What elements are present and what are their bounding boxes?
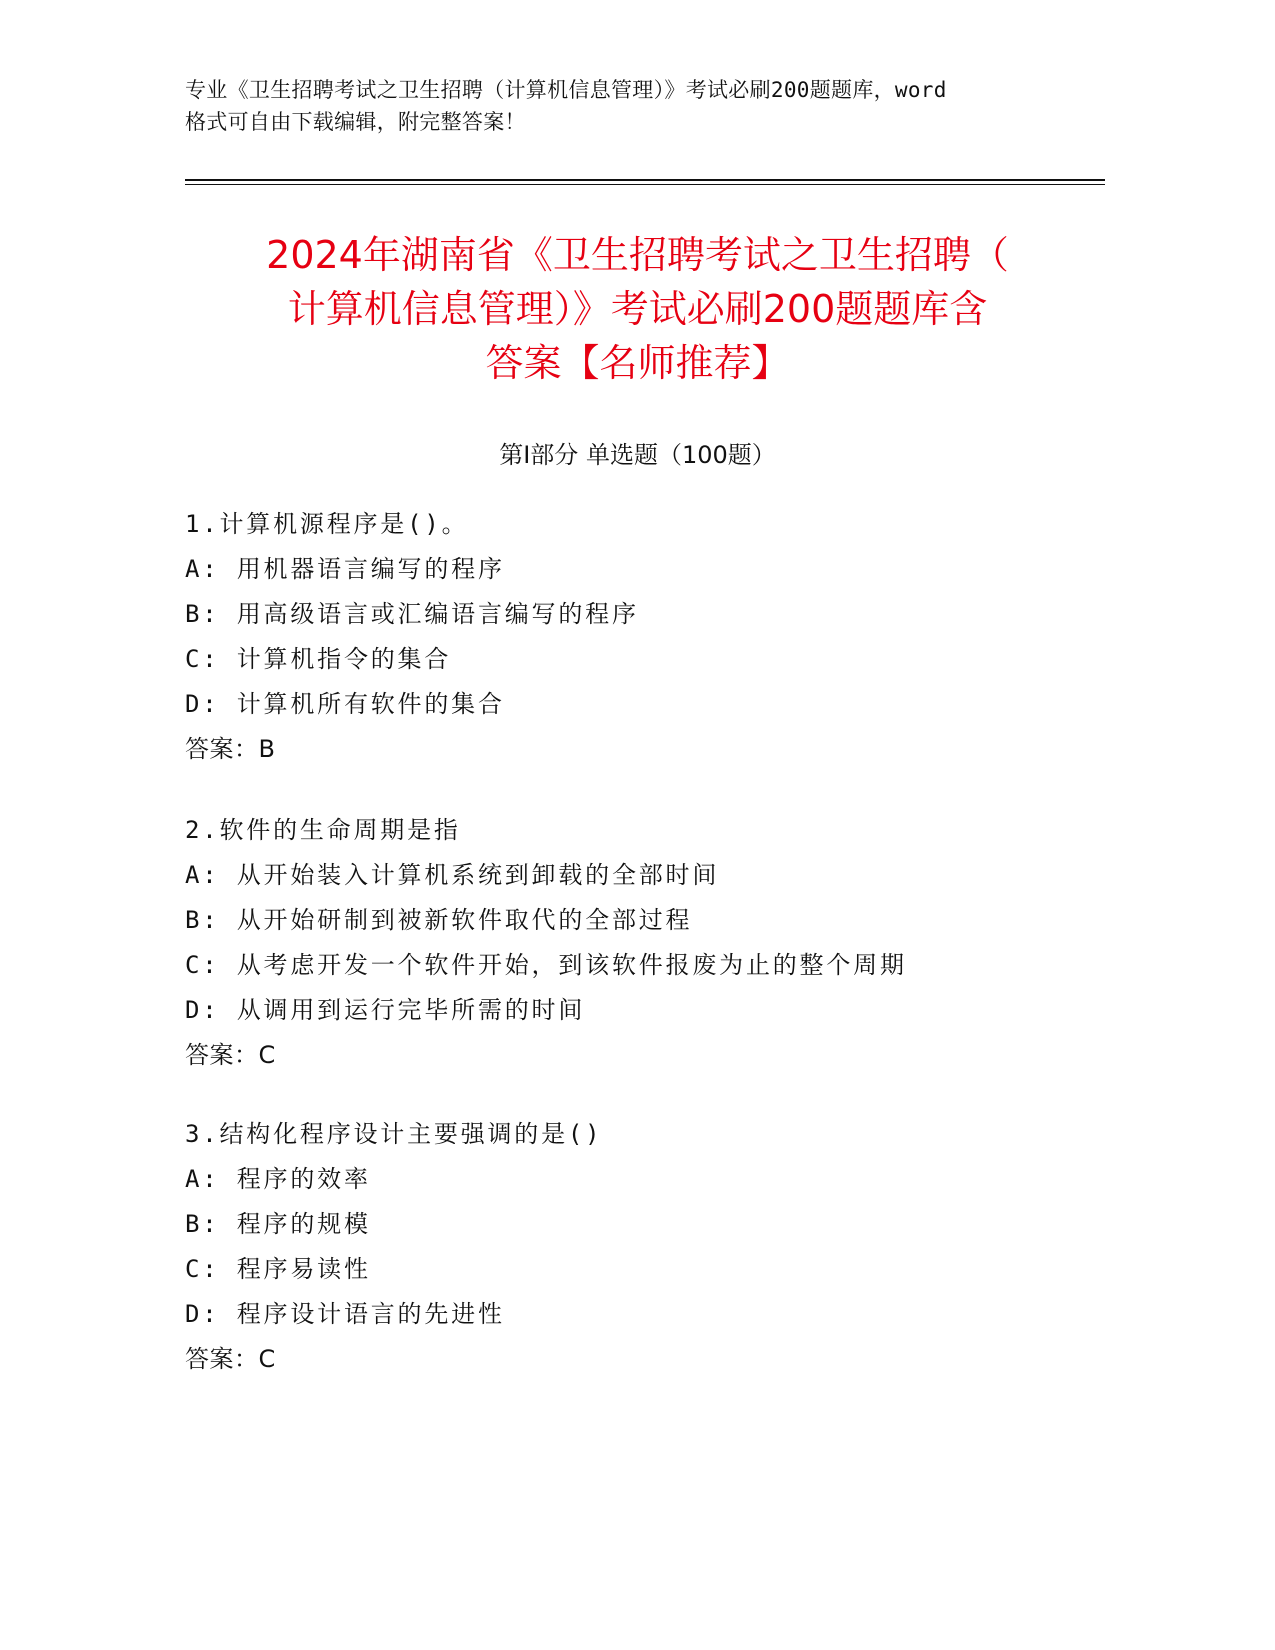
question-stem: 2.软件的生命周期是指 — [185, 816, 461, 844]
answer-line: 答案：B — [185, 735, 276, 763]
option-d: D: 计算机所有软件的集合 — [185, 690, 505, 718]
document-header — [185, 74, 1085, 138]
option-b: B: 用高级语言或汇编语言编写的程序 — [185, 600, 639, 628]
option-c: C: 程序易读性 — [185, 1255, 371, 1283]
header-line-2: 格式可自由下载编辑，附完整答案！ — [185, 110, 526, 134]
question-2 — [185, 808, 1145, 1078]
document-title — [150, 228, 1125, 390]
title-line-1: 2024年湖南省《卫生招聘考试之卫生招聘（ — [266, 233, 1009, 277]
header-divider-thin — [185, 184, 1105, 185]
title-line-2: 计算机信息管理）》考试必刷200题题库含 — [287, 287, 988, 331]
question-1 — [185, 502, 1145, 772]
option-b: B: 程序的规模 — [185, 1210, 371, 1238]
question-3 — [185, 1112, 1145, 1382]
section-heading: 第Ⅰ部分 单选题（100题） — [499, 441, 776, 469]
question-stem: 3.结构化程序设计主要强调的是() — [185, 1120, 603, 1148]
option-a: A: 程序的效率 — [185, 1165, 371, 1193]
option-c: C: 从考虑开发一个软件开始，到该软件报废为止的整个周期 — [185, 951, 907, 979]
header-divider-thick — [185, 179, 1105, 181]
option-b: B: 从开始研制到被新软件取代的全部过程 — [185, 906, 693, 934]
title-line-3: 答案【名师推荐】 — [485, 341, 790, 385]
option-c: C: 计算机指令的集合 — [185, 645, 452, 673]
header-line-1: 专业《卫生招聘考试之卫生招聘（计算机信息管理）》考试必刷200题题库，word — [185, 78, 947, 102]
option-a: A: 用机器语言编写的程序 — [185, 555, 505, 583]
option-d: D: 程序设计语言的先进性 — [185, 1300, 505, 1328]
option-d: D: 从调用到运行完毕所需的时间 — [185, 996, 586, 1024]
option-a: A: 从开始装入计算机系统到卸载的全部时间 — [185, 861, 720, 889]
question-stem: 1.计算机源程序是()。 — [185, 510, 469, 538]
answer-line: 答案：C — [185, 1345, 276, 1373]
answer-line: 答案：C — [185, 1041, 276, 1069]
